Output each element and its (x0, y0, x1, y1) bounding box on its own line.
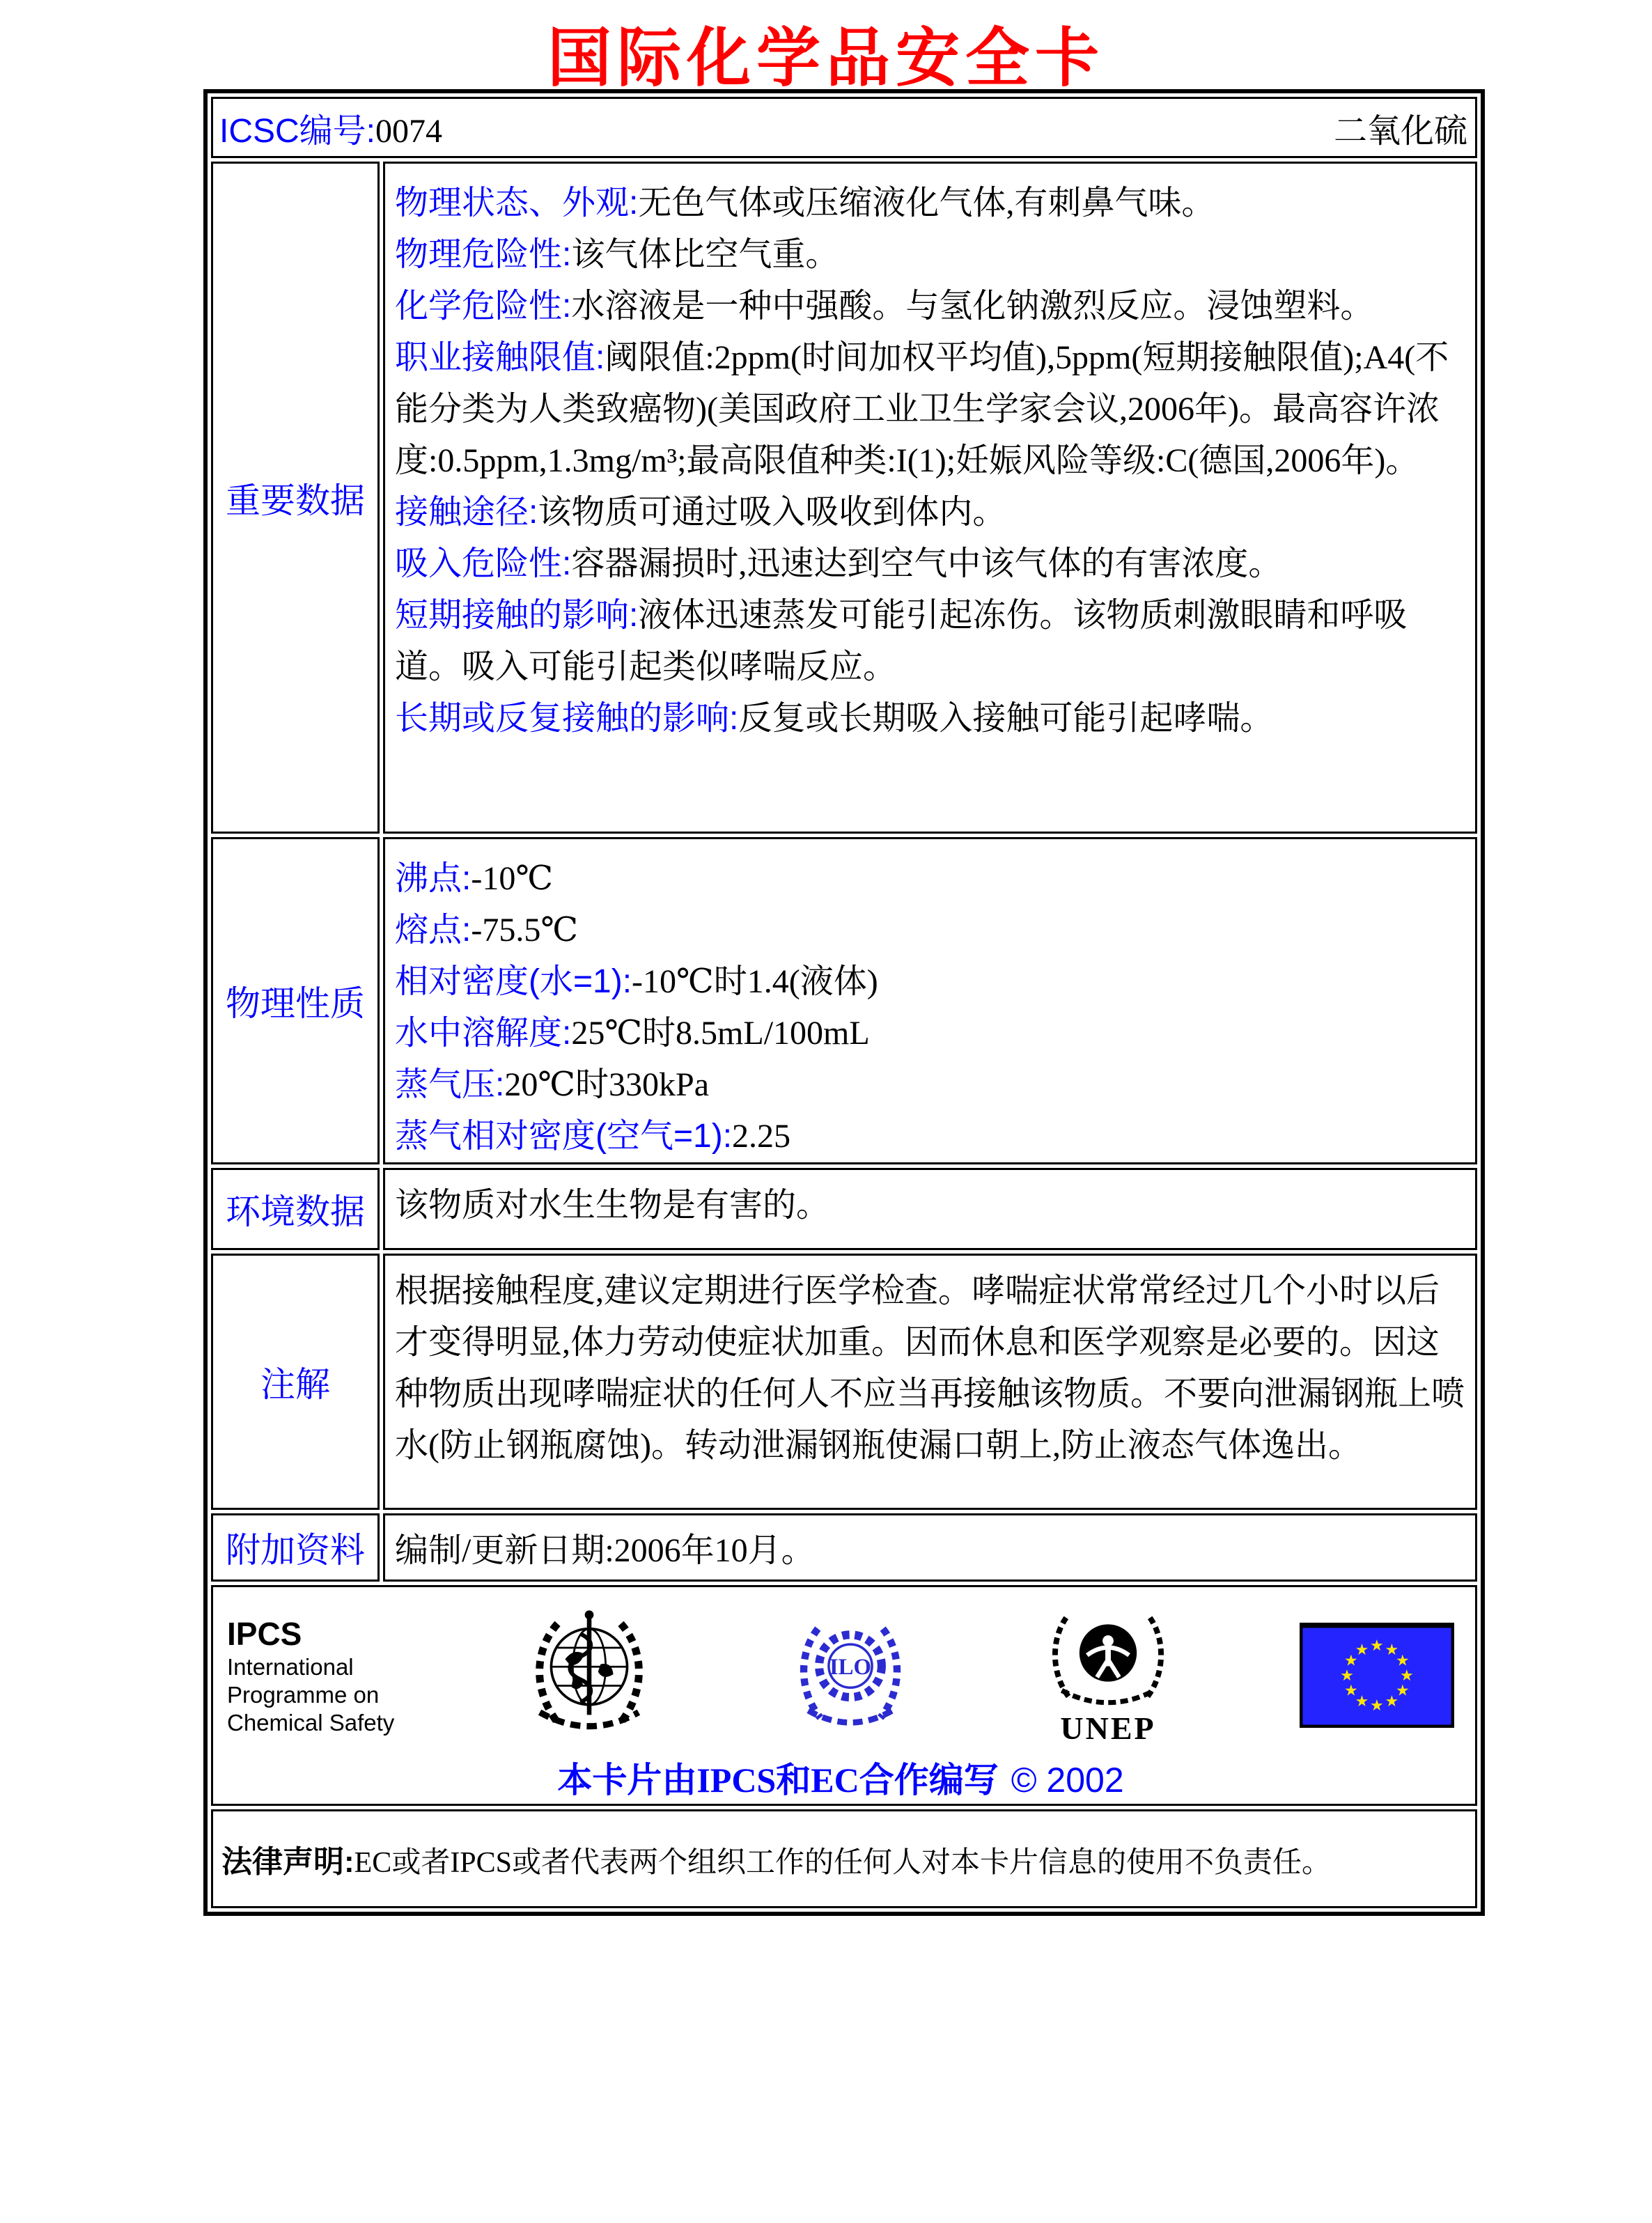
section-label-additional-info: 附加资料 (211, 1513, 380, 1582)
legal-notice-text: EC或者IPCS或者代表两个组织工作的任何人对本卡片信息的使用不负责任。 (354, 1847, 1332, 1879)
additional-info-row (211, 1513, 1477, 1582)
icsc-number-value: 0074 (375, 112, 443, 150)
field-relative-density: 相对密度(水=1):-10℃时1.4(液体) (395, 963, 878, 1000)
icsc-number-label: ICSC编号: (219, 112, 376, 150)
field-short-term-effects: 短期接触的影响:液体迅速蒸发可能引起冻伤。该物质刺激眼睛和呼吸道。吸入可能引起类似哮喘反应。 (395, 597, 1408, 685)
svg-text:★: ★ (1399, 1667, 1414, 1684)
ilo-logo-icon (784, 1609, 917, 1742)
section-label-physical-properties: 物理性质 (211, 837, 380, 1164)
section-label-important-data: 重要数据 (211, 162, 380, 834)
physical-properties-row (211, 837, 1477, 1164)
legal-notice-label: 法律声明: (221, 1845, 354, 1879)
svg-text:★: ★ (1355, 1641, 1369, 1658)
svg-text:ILO: ILO (829, 1654, 872, 1680)
field-chemical-danger: 化学危险性:水溶液是一种中强酸。与氢化钠激烈反应。浸蚀塑料。 (395, 288, 1374, 325)
legal-notice-row (211, 1809, 1477, 1908)
svg-text:★: ★ (1344, 1681, 1358, 1699)
svg-text:★: ★ (1385, 1692, 1399, 1710)
unep-logo-text: UNEP (1060, 1710, 1156, 1746)
who-logo-icon (520, 1606, 659, 1745)
field-melting-point: 熔点:-75.5℃ (395, 912, 579, 949)
field-physical-danger: 物理危险性:该气体比空气重。 (395, 236, 839, 273)
section-label-notes: 注解 (211, 1254, 380, 1510)
svg-text:★: ★ (1396, 1681, 1410, 1699)
svg-text:★: ★ (1370, 1637, 1384, 1655)
unep-logo-block (1042, 1607, 1174, 1745)
section-label-environmental-data: 环境数据 (211, 1168, 380, 1250)
field-vapor-relative-density: 蒸气相对密度(空气=1):2.25 (395, 1118, 791, 1155)
field-exposure-routes: 接触途径:该物质可通过吸入吸收到体内。 (395, 494, 1006, 531)
important-data-content (383, 162, 1477, 834)
ipcs-text-block: IPCS International Programme on Chemical Safety (227, 1615, 395, 1736)
important-data-row (211, 162, 1477, 834)
icsc-number-group (219, 104, 442, 152)
svg-text:★: ★ (1396, 1651, 1410, 1669)
field-inhalation-risk: 吸入危险性:容器漏损时,迅速达到空气中该气体的有害浓度。 (395, 545, 1282, 582)
unep-logo-icon (1042, 1607, 1174, 1713)
field-physical-state: 物理状态、外观:无色气体或压缩液化气体,有刺鼻气味。 (395, 185, 1215, 221)
chemical-name: 二氧化硫 (1333, 112, 1467, 150)
ipcs-acronym: IPCS (227, 1615, 302, 1652)
field-water-solubility: 水中溶解度:25℃时8.5mL/100mL (395, 1015, 870, 1052)
logos-row (211, 1585, 1477, 1806)
field-occupational-limits: 职业接触限值:阈限值:2ppm(时间加权平均值),5ppm(短期接触限值);A4(不能分类为人类致癌物)(美国政府工业卫生学家会议,2006年)。最高容许浓度:0.5ppm,1.3mg/m³;最高限值种类:I(1);妊娠风险等级:C(德国,2006年)。 (395, 339, 1449, 479)
notes-row (211, 1254, 1477, 1510)
svg-text:★: ★ (1355, 1692, 1369, 1710)
notes-content: 根据接触程度,建议定期进行医学检查。哮喘症状常常经过几个小时以后才变得明显,体力劳动使症状加重。因而休息和医学观察是必要的。因这种物质出现哮喘症状的任何人不应当再接触该物质。不要向泄漏钢瓶上喷水(防止钢瓶腐蚀)。转动泄漏钢瓶使漏口朝上,防止液态气体逸出。 (383, 1254, 1477, 1510)
legal-notice-cell (211, 1809, 1477, 1908)
logos-cell (211, 1585, 1477, 1806)
copyright-text: © 2002 (1011, 1761, 1124, 1800)
field-long-term-effects: 长期或反复接触的影响:反复或长期吸入接触可能引起哮喘。 (395, 700, 1274, 737)
icsc-card-table (203, 89, 1485, 1916)
svg-text:★: ★ (1385, 1641, 1399, 1658)
environmental-data-content: 该物质对水生生物是有害的。 (383, 1168, 1477, 1250)
eu-flag-icon (1300, 1623, 1454, 1728)
svg-text:★: ★ (1344, 1651, 1358, 1669)
header-cell (211, 97, 1477, 158)
field-vapor-pressure: 蒸气压:20℃时330kPa (395, 1066, 710, 1103)
additional-info-content: 编制/更新日期:2006年10月。 (383, 1513, 1477, 1582)
field-boiling-point: 沸点:-10℃ (395, 860, 554, 897)
svg-text:★: ★ (1340, 1667, 1354, 1684)
environmental-data-row (211, 1168, 1477, 1250)
page-title: 国际化学品安全卡 (547, 23, 1105, 94)
cooperation-caption (227, 1761, 1454, 1800)
svg-text:★: ★ (1370, 1696, 1384, 1714)
physical-properties-content (383, 837, 1477, 1164)
caption-text: 本卡片由IPCS和EC合作编写 (557, 1761, 999, 1800)
header-row (211, 97, 1477, 158)
